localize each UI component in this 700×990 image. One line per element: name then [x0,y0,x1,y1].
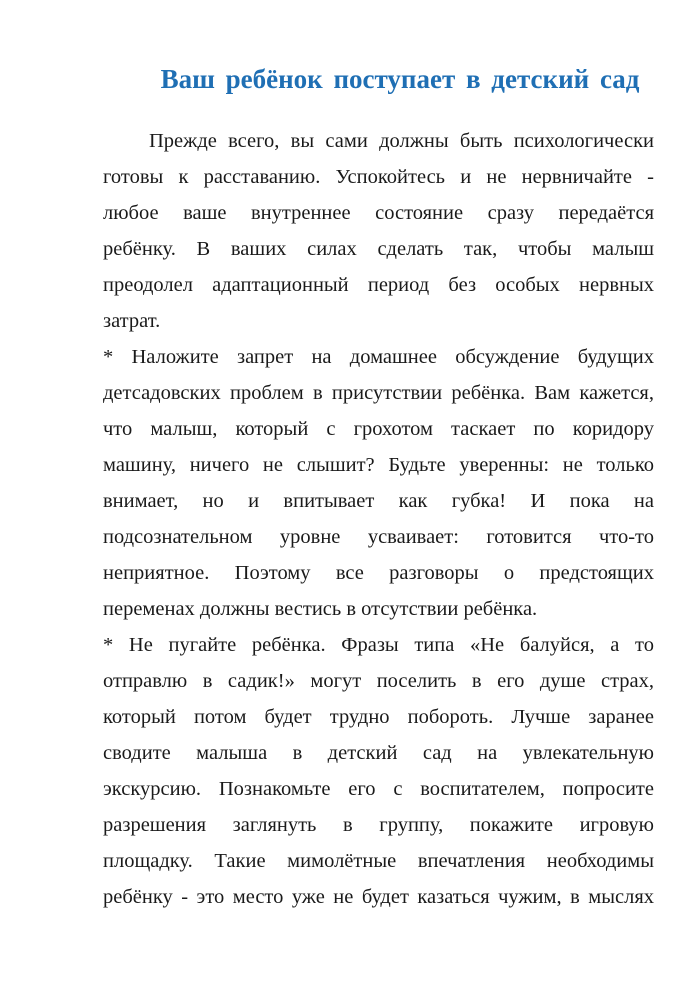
text-line: * Наложите запрет на домашнее обсуждение будущих [103,346,654,368]
text-line: переменах должны вестись в отсутствии ребёнка. [103,598,538,620]
paragraph-intro [103,123,654,339]
page-title: Ваш ребёнок поступает в детский сад [160,64,640,94]
text-line: площадку. Такие мимолётные впечатления необходимы [103,850,654,872]
text-line: что малыш, который с грохотом таскает по коридору [103,418,654,440]
paragraph-tip-no-discussion [103,339,654,627]
text-line: внимает, но и впитывает как губка! И пока на [103,490,654,512]
text-line: * Не пугайте ребёнка. Фразы типа «Не балуйся, а то [103,634,654,656]
text-line: любое ваше внутреннее состояние сразу передаётся [103,202,654,224]
text-line: преодолел адаптационный период без особых нервных [103,274,654,296]
text-line: детсадовских проблем в присутствии ребёнка. Вам кажется, [103,382,654,404]
text-line: готовы к расставанию. Успокойтесь и не нервничайте - [103,166,654,188]
text-line: Прежде всего, вы сами должны быть психологически [149,130,654,152]
text-line: машину, ничего не слышит? Будьте уверенны: не только [103,454,654,476]
text-line: экскурсию. Познакомьте его с воспитателем, попросите [103,778,654,800]
text-line: неприятное. Поэтому все разговоры о предстоящих [103,562,654,584]
text-line: разрешения заглянуть в группу, покажите игровую [103,814,654,836]
text-line: отправлю в садик!» могут поселить в его душе страх, [103,670,654,692]
text-line: затрат. [103,310,161,332]
article-body [103,123,654,915]
text-line: который потом будет трудно побороть. Лучше заранее [103,706,654,728]
text-line: подсознательном уровне усваивает: готовится что-то [103,526,654,548]
text-line: ребёнку - это место уже не будет казаться чужим, в мыслях [103,886,654,908]
paragraph-tip-no-scaring [103,627,654,915]
text-line: ребёнку. В ваших силах сделать так, чтобы малыш [103,238,654,260]
text-line: сводите малыша в детский сад на увлекательную [103,742,654,764]
